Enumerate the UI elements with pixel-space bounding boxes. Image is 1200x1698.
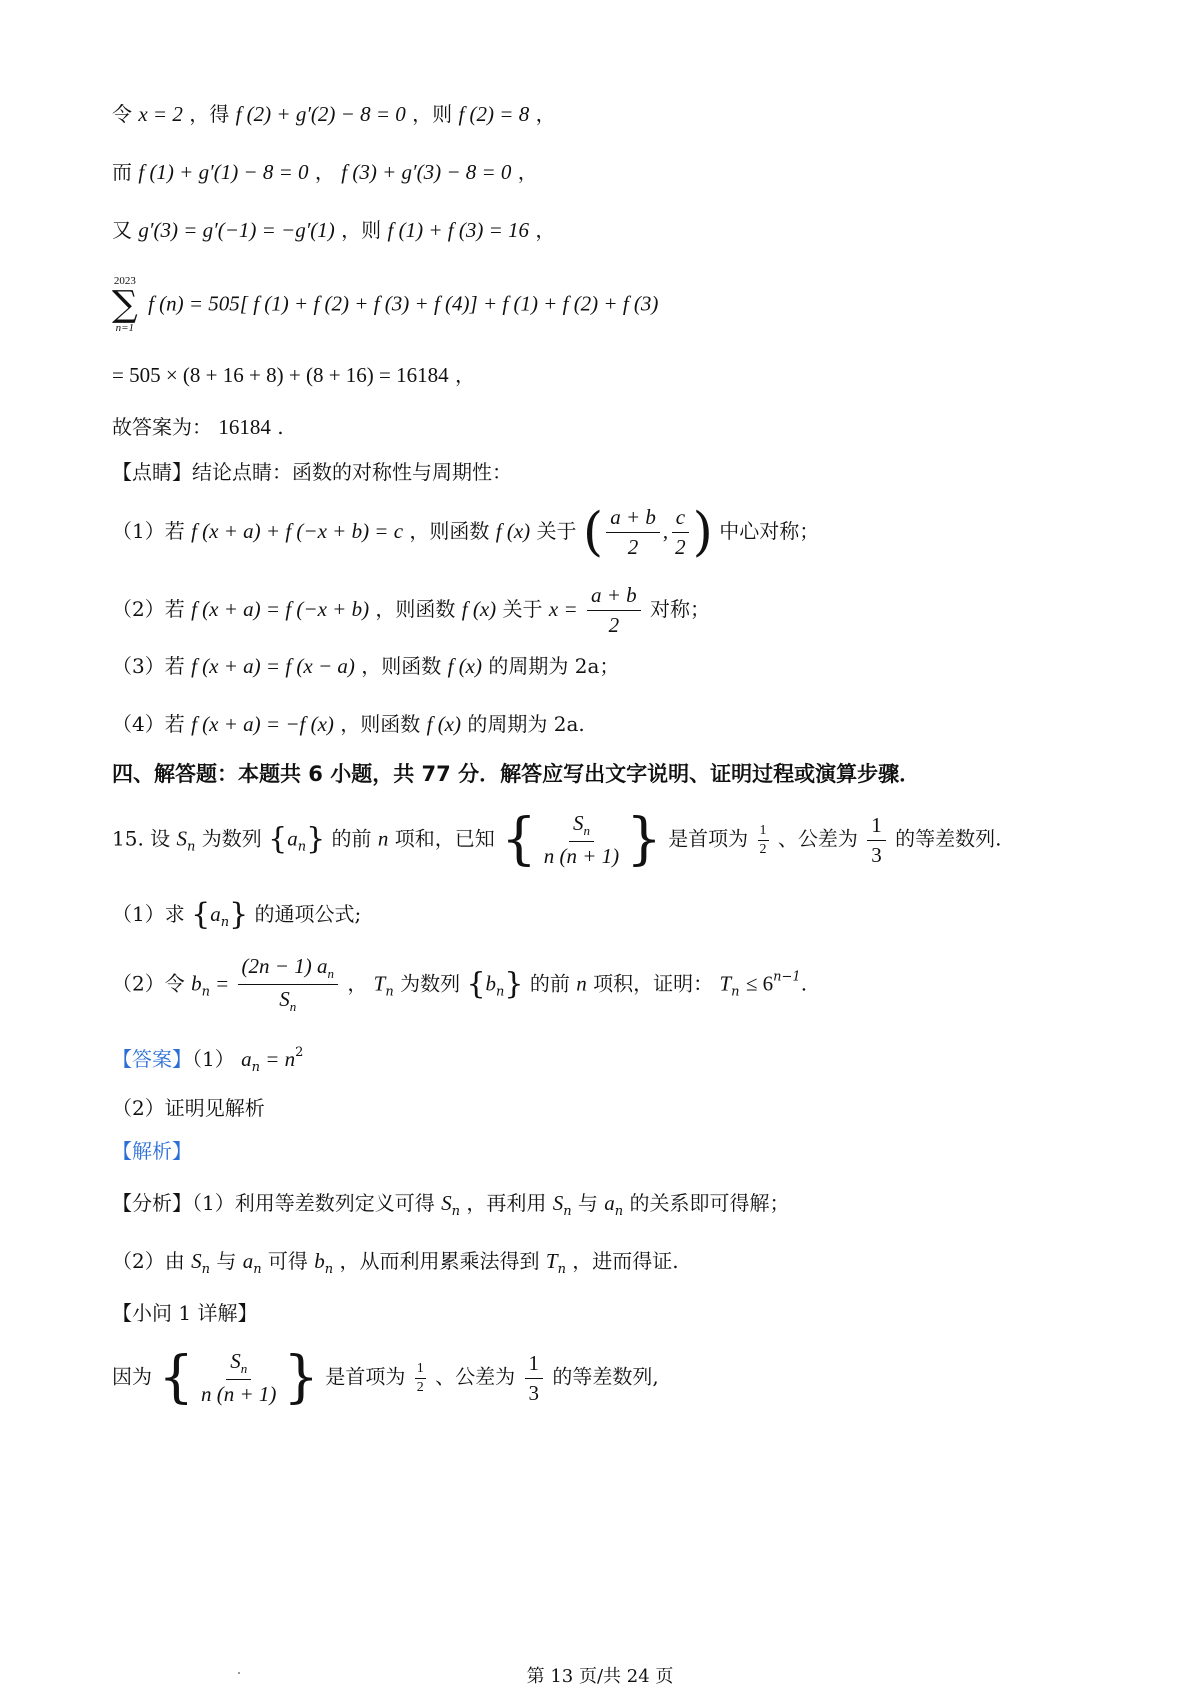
text: 的关系即可得解； xyxy=(629,1191,790,1215)
right-brace: } xyxy=(306,821,326,857)
left-brace: { xyxy=(466,966,486,1002)
question-15 xyxy=(112,807,1002,873)
numerator: 1 xyxy=(758,823,769,840)
subscript: n xyxy=(731,984,740,1000)
text: 中心对称； xyxy=(719,519,820,544)
math: b xyxy=(191,971,202,996)
fraction-third xyxy=(867,814,886,867)
summation xyxy=(112,276,138,334)
tips-title: 【点睛】结论点睛：函数的对称性与周期性： xyxy=(112,460,512,484)
math: g′(3) = g′(−1) = −g′(1) xyxy=(138,218,335,242)
text: 、公差为 xyxy=(435,1364,516,1389)
math: a xyxy=(604,1191,615,1215)
text: 又 xyxy=(112,218,132,242)
subscript: n xyxy=(451,1204,460,1219)
math: f (x + a) = f (−x + b) xyxy=(191,597,370,622)
math: S xyxy=(191,1249,202,1273)
subscript: n xyxy=(327,966,334,981)
denominator: n (n + 1) xyxy=(201,1382,277,1407)
subscript: n xyxy=(201,984,210,1000)
math: f (x) xyxy=(461,597,497,622)
text: ，从而利用累乘法得到 xyxy=(339,1249,540,1273)
subscript: n xyxy=(297,839,307,855)
text: . xyxy=(277,415,284,439)
text: 而 xyxy=(112,160,132,184)
superscript: 2 xyxy=(295,1045,304,1060)
subscript: n xyxy=(557,1262,566,1277)
numerator: 1 xyxy=(525,1352,544,1379)
text: 令 xyxy=(112,102,132,126)
text: 关于 xyxy=(502,597,543,622)
math: T xyxy=(719,971,732,996)
tip-3 xyxy=(112,656,619,677)
subscript: n xyxy=(253,1262,262,1277)
text: 的前 xyxy=(331,826,372,851)
answer-label: 【答案】 xyxy=(112,1047,192,1071)
text: （2）令 xyxy=(112,971,185,996)
text: 对称； xyxy=(650,597,711,622)
text: ，进而得证. xyxy=(572,1249,679,1273)
left-brace: { xyxy=(268,821,288,857)
text: ，再利用 xyxy=(466,1191,547,1215)
subscript: n xyxy=(201,1262,210,1277)
text: 是首项为 xyxy=(668,826,749,851)
fraction-half xyxy=(758,823,769,857)
right-brace: } xyxy=(229,897,249,932)
math: a xyxy=(241,1047,252,1071)
text: ，则函数 xyxy=(340,712,421,736)
denominator: n (n + 1) xyxy=(543,844,620,869)
math: b xyxy=(314,1249,325,1273)
math: a xyxy=(242,1249,254,1273)
right-brace: } xyxy=(626,807,662,873)
text: （3）若 xyxy=(112,654,185,678)
math: f (x) xyxy=(426,712,462,736)
fraction xyxy=(606,506,660,559)
text: ，则函数 xyxy=(361,654,442,678)
text: ， xyxy=(535,218,556,242)
tip-2 xyxy=(112,584,710,637)
subscript: n xyxy=(583,823,590,838)
math: x = xyxy=(548,597,578,622)
solution-line-2 xyxy=(112,162,538,183)
math: a xyxy=(210,902,221,926)
text: （1）若 xyxy=(112,519,185,544)
math: T xyxy=(545,1249,558,1273)
subscript: n xyxy=(324,1262,334,1277)
subscript: n xyxy=(251,1060,260,1075)
math: = 505 × (8 + 16 + 8) + (8 + 16) = 16184 xyxy=(112,363,449,387)
subscript: n xyxy=(220,915,230,930)
numerator: (2n − 1) a xyxy=(241,954,328,978)
math: f (3) + g′(3) − 8 = 0 xyxy=(341,160,512,184)
math: f (x) xyxy=(447,654,483,678)
solution-line-5 xyxy=(112,365,475,386)
text: ， xyxy=(314,160,335,184)
page-footer: 第 13 页/共 24 页 xyxy=(526,1666,674,1687)
text: 的前 xyxy=(529,971,570,996)
solution-line-1 xyxy=(112,104,556,125)
sum-upper-limit: 2023 xyxy=(113,275,136,287)
denominator: 3 xyxy=(528,1380,539,1405)
sum-lower-limit: n=1 xyxy=(115,322,135,334)
math: S xyxy=(552,1191,564,1215)
numerator: c xyxy=(672,506,689,533)
fraction-half xyxy=(415,1361,426,1395)
right-brace: } xyxy=(283,1345,320,1411)
question-number: 15. 设 xyxy=(112,826,171,851)
subscript: n xyxy=(563,1204,572,1219)
text: 的等差数列. xyxy=(895,826,1002,851)
fraction xyxy=(540,812,623,868)
subscript: n xyxy=(187,839,196,855)
math: n xyxy=(576,971,587,996)
sub-question-1-line xyxy=(112,1345,659,1411)
text: 的等差数列, xyxy=(552,1364,659,1389)
question-15-part-2 xyxy=(112,955,807,1015)
sub-question-1-title: 【小问 1 详解】 xyxy=(112,1301,258,1325)
math: f (1) + f (3) = 16 xyxy=(387,218,529,242)
answer-part-1 xyxy=(112,1046,303,1074)
text: （4）若 xyxy=(112,712,185,736)
math: a xyxy=(287,826,298,851)
text: 项积，证明： xyxy=(593,971,714,996)
numerator: 1 xyxy=(415,1361,426,1378)
text: ， xyxy=(535,102,556,126)
text: ，则函数 xyxy=(409,519,490,544)
denominator: 2 xyxy=(416,1379,424,1395)
math: f (x + a) = f (x − a) xyxy=(191,654,355,678)
text: 为数列 xyxy=(201,826,262,851)
math: S xyxy=(176,826,188,851)
denominator: 2 xyxy=(627,535,639,560)
numerator: a + b xyxy=(606,506,660,533)
math: f (n) = 505[ f (1) + f (2) + f (3) + f (4)] + f (1) + f (2) + f (3) xyxy=(148,291,659,316)
text: 的周期为 2a. xyxy=(467,712,585,736)
fraction-third xyxy=(525,1352,544,1405)
math: f (x) xyxy=(495,519,531,544)
fraction xyxy=(238,955,338,1015)
text: （2）若 xyxy=(112,597,185,622)
tip-4 xyxy=(112,714,585,735)
text: ， xyxy=(517,160,538,184)
denominator: 3 xyxy=(871,842,882,867)
text: 、公差为 xyxy=(777,826,858,851)
text: 是首项为 xyxy=(325,1364,406,1389)
fraction xyxy=(671,506,690,559)
math: T xyxy=(373,971,386,996)
superscript: n−1 xyxy=(773,969,801,985)
numerator: S xyxy=(230,1349,241,1373)
math: S xyxy=(441,1191,452,1215)
denominator: 2 xyxy=(608,613,620,638)
math: = n xyxy=(259,1047,296,1071)
denominator: S xyxy=(279,987,290,1012)
math: f (2) + g′(2) − 8 = 0 xyxy=(235,102,406,126)
math: f (x + a) = −f (x) xyxy=(191,712,334,736)
text: 的通项公式; xyxy=(254,902,362,926)
left-brace: { xyxy=(191,897,211,932)
math: f (x + a) + f (−x + b) = c xyxy=(191,519,404,544)
text: ，得 xyxy=(189,102,230,126)
left-brace: { xyxy=(501,807,537,873)
text: 与 xyxy=(216,1249,237,1273)
fraction xyxy=(197,1350,280,1406)
right-paren: ) xyxy=(692,502,713,563)
text: ， xyxy=(347,971,368,996)
subscript: n xyxy=(289,999,297,1015)
analysis-line-2 xyxy=(112,1251,679,1276)
left-paren: ( xyxy=(582,502,604,563)
math: ≤ 6 xyxy=(745,971,774,996)
denominator: 2 xyxy=(675,535,686,560)
solution-line-sum xyxy=(112,276,658,334)
text: ，则函数 xyxy=(375,597,456,622)
text: 可得 xyxy=(267,1249,308,1273)
text: 故答案为： xyxy=(112,415,212,439)
subscript: n xyxy=(496,984,505,1000)
left-brace: { xyxy=(158,1345,194,1411)
text: 与 xyxy=(577,1191,598,1215)
section-heading: 四、解答题：本题共 6 小题，共 77 分．解答应写出文字说明、证明过程或演算步骤． xyxy=(112,762,921,786)
numerator: a + b xyxy=(587,584,641,611)
text: 【分析】（1）利用等差数列定义可得 xyxy=(112,1191,435,1215)
text: 为数列 xyxy=(400,971,461,996)
denominator: 2 xyxy=(759,841,767,857)
subscript: n xyxy=(240,1361,248,1376)
math: 16184 xyxy=(218,415,271,439)
math: b xyxy=(485,971,497,996)
text: （2）由 xyxy=(112,1249,185,1273)
fraction xyxy=(587,584,641,637)
tip-1 xyxy=(112,502,820,563)
math: = xyxy=(216,971,229,996)
solution-line-3 xyxy=(112,220,555,241)
text: ， xyxy=(455,363,475,387)
analysis-line-1 xyxy=(112,1193,790,1218)
text: . xyxy=(800,971,808,996)
subscript: n xyxy=(614,1204,624,1219)
text: ，则 xyxy=(412,102,453,126)
analysis-label: 【解析】 xyxy=(112,1139,192,1163)
text: （1）求 xyxy=(112,902,185,926)
right-brace: } xyxy=(504,966,524,1002)
sigma-symbol: ∑ xyxy=(112,284,138,325)
question-15-part-1 xyxy=(112,897,362,932)
answer-line xyxy=(112,417,284,438)
math: n xyxy=(377,826,389,851)
text: 关于 xyxy=(536,519,577,544)
text: ，则 xyxy=(341,218,382,242)
numerator: 1 xyxy=(867,814,886,841)
text: 的周期为 2a； xyxy=(488,654,620,678)
subscript: n xyxy=(385,984,394,1000)
math: x = 2 xyxy=(138,102,183,126)
text: 因为 xyxy=(112,1364,152,1389)
comma: , xyxy=(662,519,669,544)
text: （1） xyxy=(192,1047,235,1071)
answer-part-2: （2）证明见解析 xyxy=(112,1096,265,1120)
math: f (1) + g′(1) − 8 = 0 xyxy=(138,160,309,184)
text: 项和，已知 xyxy=(394,826,495,851)
math: f (2) = 8 xyxy=(458,102,530,126)
numerator: S xyxy=(572,811,584,835)
